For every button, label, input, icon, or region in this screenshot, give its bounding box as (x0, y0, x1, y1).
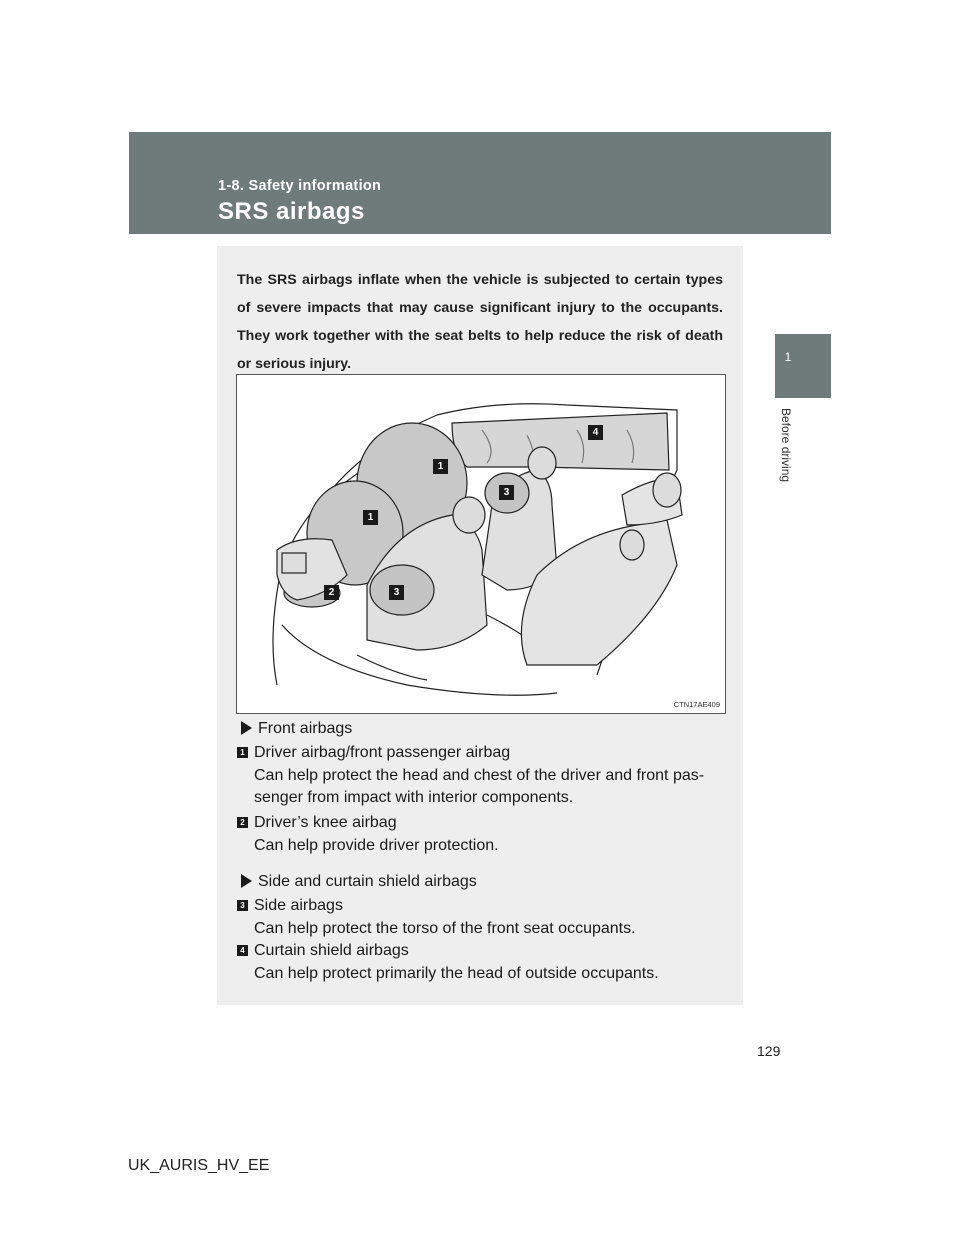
figure-label-side-airbag-passenger: 3 (499, 485, 514, 500)
item-badge: 2 (237, 817, 248, 828)
item-title: Curtain shield airbags (254, 942, 409, 959)
group-heading-front-airbags (237, 720, 352, 738)
footer-code: UK_AURIS_HV_EE (128, 1157, 270, 1174)
item-desc: Can help protect primarily the head of outside occupants. (254, 964, 659, 982)
item-desc: Can help provide driver protection. (254, 836, 499, 854)
item-title: Driver airbag/front passenger airbag (254, 744, 511, 761)
item-badge: 4 (237, 945, 248, 956)
list-item (237, 812, 727, 857)
item-title: Side airbags (254, 897, 343, 914)
figure-code: CTN17AE409 (673, 700, 720, 709)
airbag-illustration (236, 374, 726, 714)
chapter-number: 1 (784, 350, 792, 364)
figure-label-knee-airbag: 2 (324, 585, 339, 600)
chapter-tab (775, 334, 831, 398)
page-number: 129 (757, 1043, 781, 1059)
figure-label-passenger-airbag: 1 (433, 459, 448, 474)
item-desc: Can help protect the torso of the front seat occupants. (254, 919, 636, 937)
item-desc: senger from impact with interior components. (254, 789, 574, 806)
group-heading-side-curtain-airbags (237, 873, 477, 891)
section-label: 1-8. Safety information (218, 178, 382, 194)
figure-label-side-airbag-driver: 3 (389, 585, 404, 600)
list-item (237, 895, 727, 940)
item-title: Driver’s knee airbag (254, 814, 397, 831)
item-badge: 3 (237, 900, 248, 911)
item-desc: Can help protect the head and chest of the driver and front pas- (254, 766, 705, 784)
triangle-bullet-icon (241, 721, 252, 735)
item-badge: 1 (237, 747, 248, 758)
list-item (237, 742, 727, 810)
figure-label-curtain-airbag: 4 (588, 425, 603, 440)
list-item (237, 940, 727, 985)
chapter-name (779, 408, 793, 518)
triangle-bullet-icon (241, 874, 252, 888)
group-heading-text: Side and curtain shield airbags (258, 873, 477, 890)
group-heading-text: Front airbags (258, 720, 353, 737)
figure-label-driver-airbag: 1 (363, 510, 378, 525)
car-interior-drawing (237, 375, 725, 713)
page-title: SRS airbags (218, 198, 365, 225)
chapter-name-label: Before driving (779, 408, 793, 483)
intro-paragraph: The SRS airbags inflate when the vehicle is subjected to certain types of severe impacts that may cause significant injury to the occupants. They work together with the seat belts to help reduce the risk of death or serious injury. (237, 272, 723, 372)
